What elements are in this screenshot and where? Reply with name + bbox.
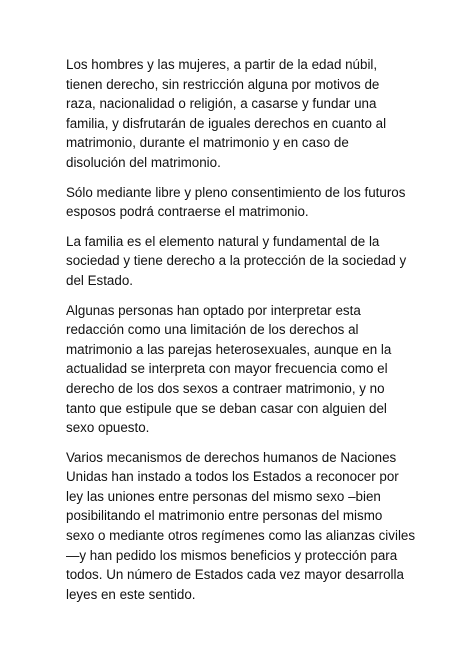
- paragraph-consent: [66, 183, 416, 222]
- text-line: esposos podrá contraerse el matrimonio.: [66, 204, 309, 220]
- text-line: tanto que estipule que se deban casar con alguien del: [66, 400, 387, 416]
- text-line: ley las uniones entre personas del mismo sexo –bien: [66, 488, 381, 504]
- text-line: sociedad y tiene derecho a la protección de la sociedad y: [66, 253, 407, 269]
- paragraph-family: [66, 232, 416, 291]
- paragraph-interpretation: [66, 301, 416, 438]
- text-line: —y han pedido los mismos beneficios y protección para: [66, 547, 398, 563]
- text-line: matrimonio, durante el matrimonio y en caso de: [66, 135, 349, 151]
- text-line: posibilitando el matrimonio entre personas del mismo: [66, 508, 383, 524]
- text-line: sexo opuesto.: [66, 420, 150, 436]
- text-line: raza, nacionalidad o religión, a casarse y fundar una: [66, 96, 377, 112]
- text-line: todos. Un número de Estados cada vez mayor desarrolla: [66, 567, 404, 583]
- text-line: leyes en este sentido.: [66, 586, 196, 602]
- text-line: Sólo mediante libre y pleno consentimiento de los futuros: [66, 184, 406, 200]
- text-line: familia, y disfrutarán de iguales derechos en cuanto al: [66, 115, 387, 131]
- text-line: tienen derecho, sin restricción alguna por motivos de: [66, 76, 380, 92]
- text-line: disolución del matrimonio.: [66, 154, 221, 170]
- text-line: La familia es el elemento natural y fundamental de la: [66, 233, 380, 249]
- text-line: redacción como una limitación de los derechos al: [66, 322, 359, 338]
- paragraph-un-mechanisms: [66, 448, 416, 605]
- text-line: sexo o mediante otros regímenes como las alianzas civiles: [66, 528, 416, 544]
- text-line: Los hombres y las mujeres, a partir de la edad núbil,: [66, 57, 378, 72]
- text-line: Unidas han instado a todos los Estados a reconocer por: [66, 469, 399, 485]
- text-line: actualidad se interpreta con mayor frecuencia como el: [66, 361, 388, 377]
- text-line: derecho de los dos sexos a contraer matrimonio, y no: [66, 380, 385, 396]
- text-line: Varios mecanismos de derechos humanos de Naciones: [66, 449, 397, 465]
- document-body: [66, 55, 416, 614]
- text-line: matrimonio a las parejas heterosexuales, aunque en la: [66, 341, 392, 357]
- text-line: del Estado.: [66, 272, 133, 288]
- paragraph-marriage-right: [66, 55, 416, 173]
- text-line: Algunas personas han optado por interpretar esta: [66, 302, 361, 318]
